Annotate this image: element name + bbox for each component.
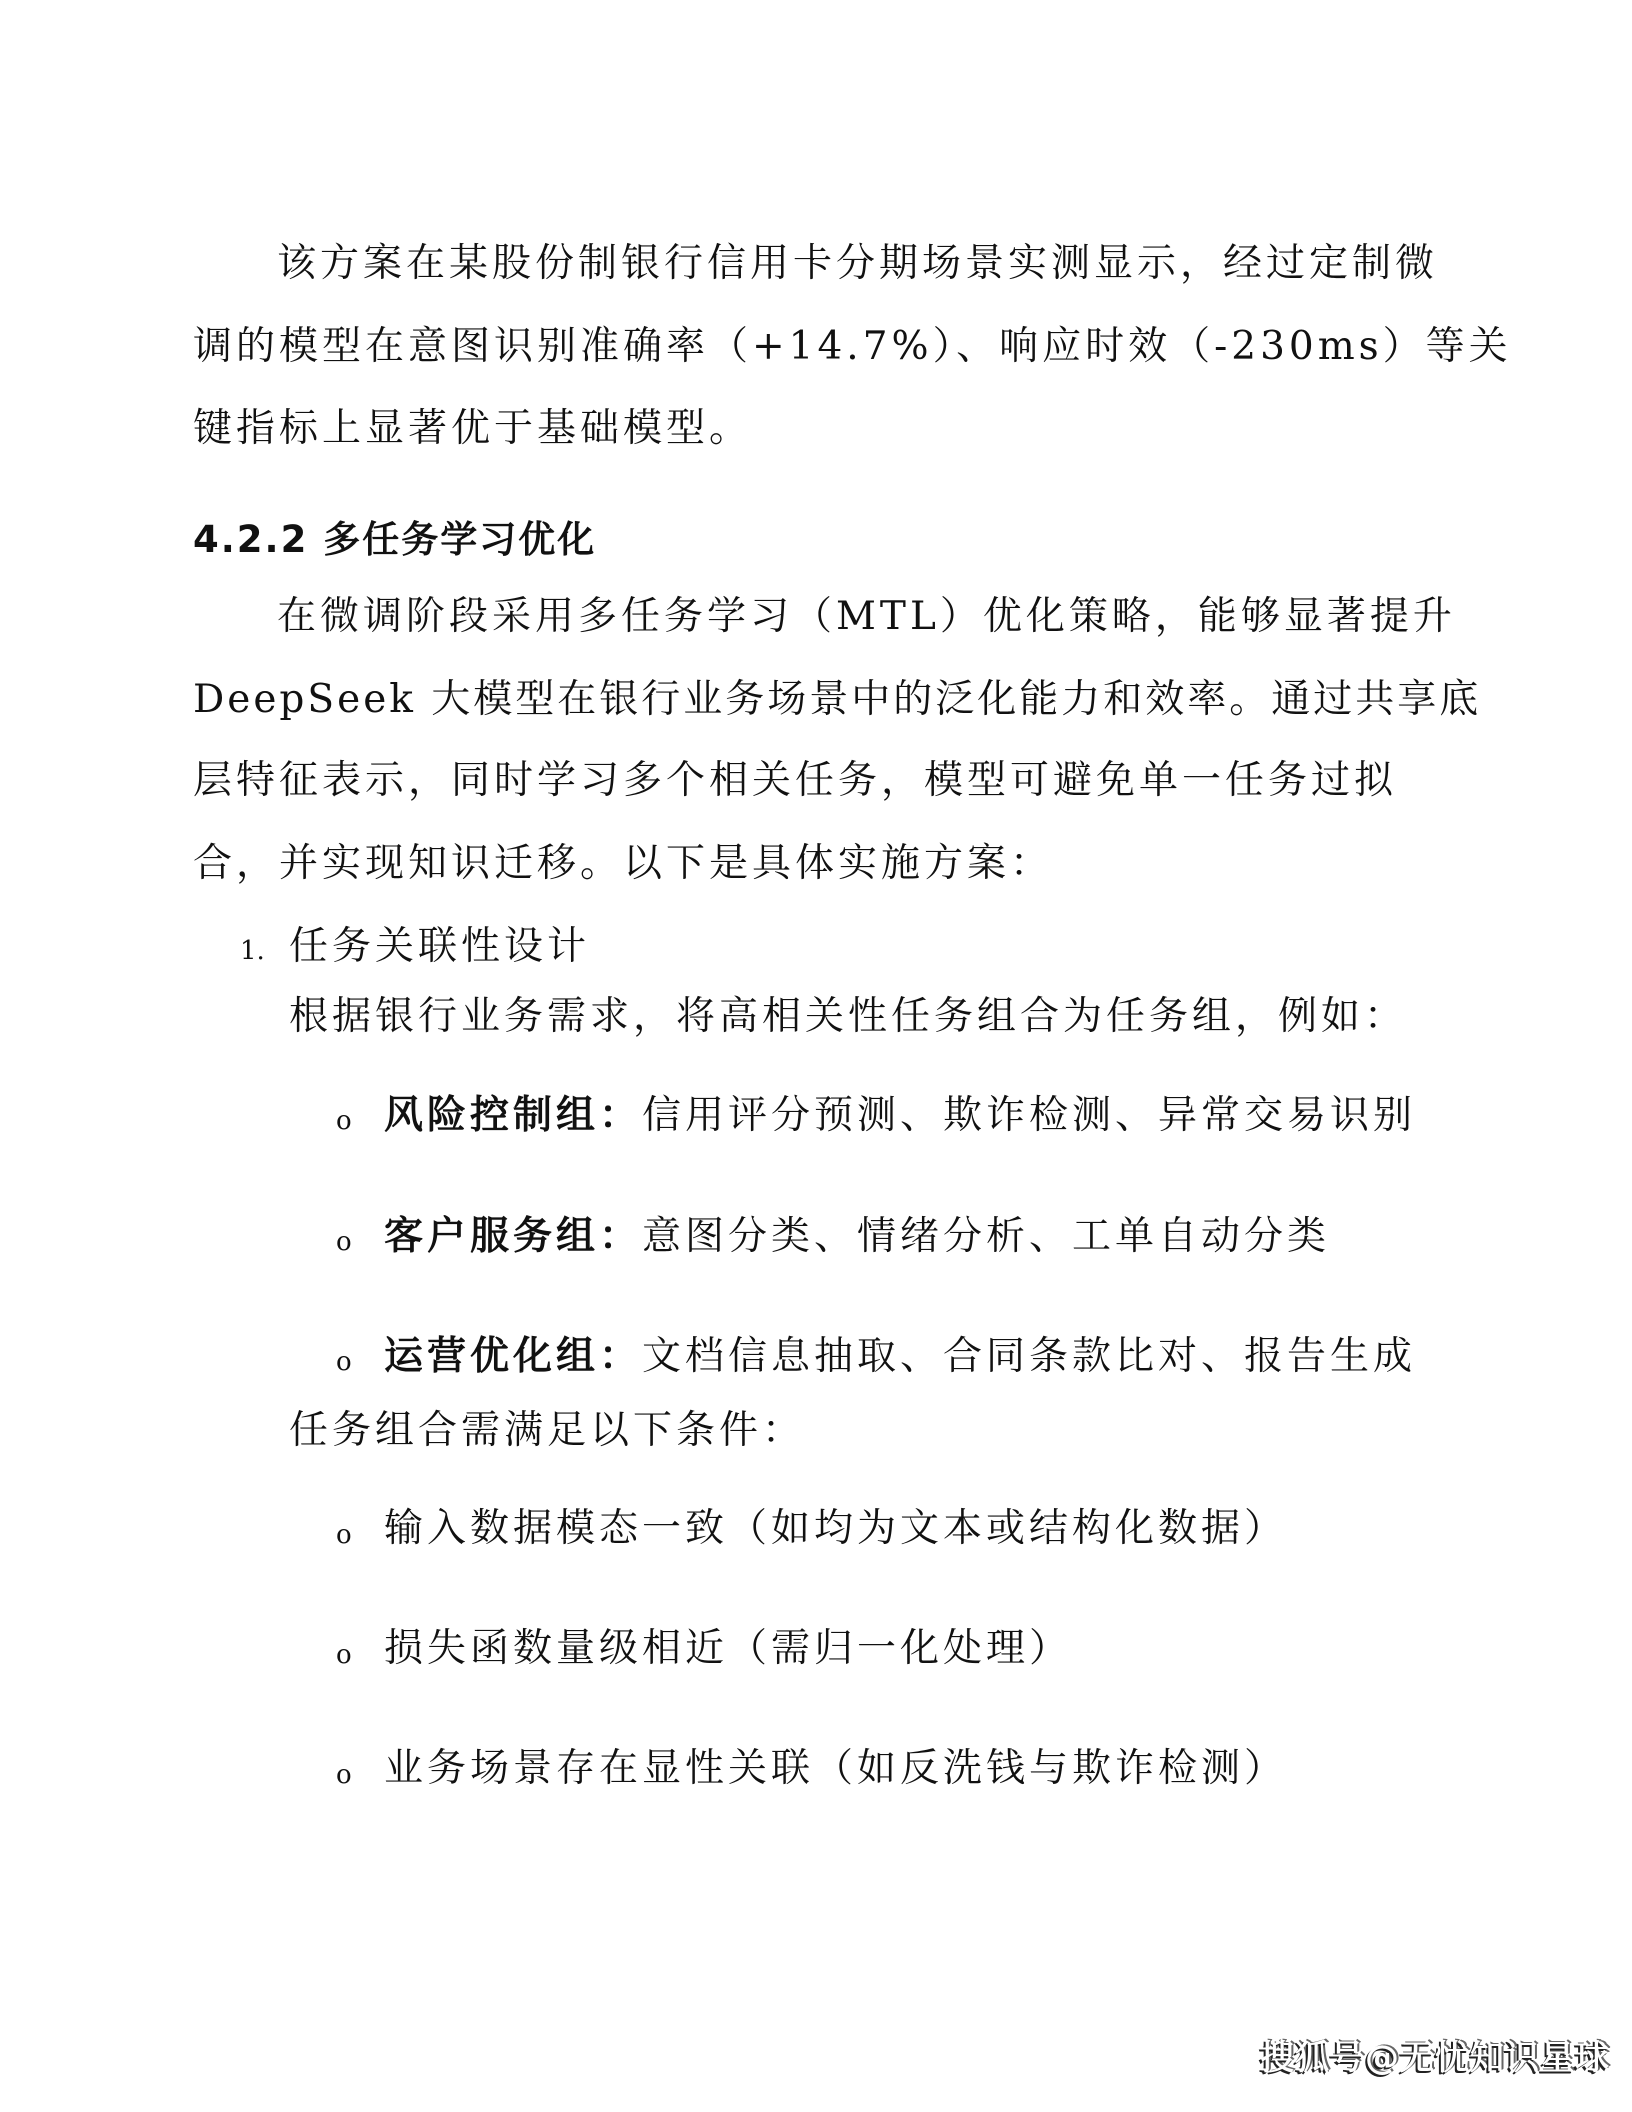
- group-text: 意图分类、情绪分析、工单自动分类: [642, 1214, 1331, 1259]
- group-item: [384, 1212, 1330, 1261]
- group-label: 客户服务组：: [384, 1213, 643, 1259]
- condition-item: 损失函数量级相近（需归一化处理）: [384, 1626, 1073, 1671]
- condition-item: 输入数据模态一致（如均为文本或结构化数据）: [384, 1506, 1288, 1551]
- paragraph-line: DeepSeek 大模型在银行业务场景中的泛化能力和效率。通过共享底: [193, 677, 1482, 722]
- paragraph-line: 层特征表示，同时学习多个相关任务，模型可避免单一任务过拟: [193, 758, 1398, 803]
- bullet-icon: o: [336, 1760, 352, 1790]
- group-item: [384, 1332, 1416, 1381]
- paragraph-line: 该方案在某股份制银行信用卡分期场景实测显示，经过定制微: [277, 241, 1439, 286]
- paragraph-line: 调的模型在意图识别准确率（+14.7%）、响应时效（-230ms）等关: [193, 324, 1512, 369]
- list-item-title: 任务关联性设计: [289, 924, 591, 969]
- bullet-icon: o: [336, 1106, 352, 1136]
- paragraph-line: 在微调阶段采用多任务学习（MTL）优化策略，能够显著提升: [277, 594, 1456, 639]
- paragraph-line: 合，并实现知识迁移。以下是具体实施方案：: [193, 841, 1054, 886]
- list-number: 1.: [240, 936, 265, 966]
- paragraph-line: 键指标上显著优于基础模型。: [193, 406, 753, 451]
- bullet-icon: o: [336, 1347, 352, 1377]
- group-label: 运营优化组：: [384, 1333, 643, 1379]
- bullet-icon: o: [336, 1227, 352, 1257]
- group-text: 文档信息抽取、合同条款比对、报告生成: [642, 1334, 1417, 1379]
- watermark: 搜狐号@无忧知识星球: [1260, 2038, 1610, 2078]
- conditions-intro: 任务组合需满足以下条件：: [289, 1408, 806, 1453]
- group-label: 风险控制组：: [384, 1092, 643, 1138]
- condition-item: 业务场景存在显性关联（如反洗钱与欺诈检测）: [384, 1746, 1288, 1791]
- list-item-intro: 根据银行业务需求，将高相关性任务组合为任务组，例如：: [289, 994, 1408, 1039]
- bullet-icon: o: [336, 1640, 352, 1670]
- section-heading: 4.2.2 多任务学习优化: [193, 518, 597, 561]
- group-text: 信用评分预测、欺诈检测、异常交易识别: [642, 1093, 1417, 1138]
- group-item: [384, 1091, 1416, 1140]
- bullet-icon: o: [336, 1520, 352, 1550]
